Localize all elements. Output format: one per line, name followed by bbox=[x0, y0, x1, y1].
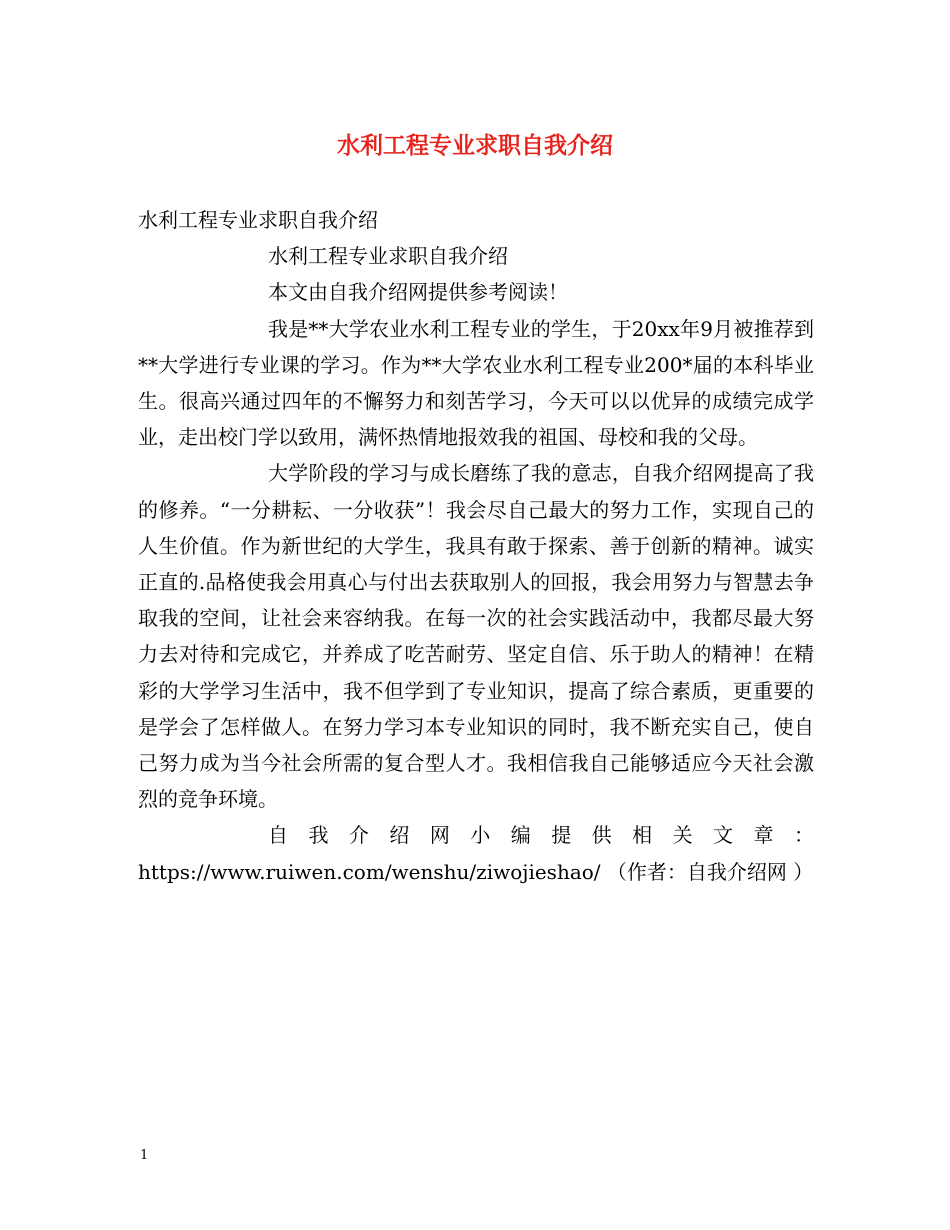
credit-link-text: https://www.ruiwen.com/wenshu/ziwojieshao/ （作者：自我介绍网 ） bbox=[138, 859, 814, 884]
document-title: 水利工程专业求职自我介绍 bbox=[337, 133, 613, 159]
source-note: 本文由自我介绍网提供参考阅读！ bbox=[268, 280, 568, 305]
subheading-line: 水利工程专业求职自我介绍 bbox=[268, 244, 508, 269]
paragraph-university-life: 大学阶段的学习与成长磨练了我的意志，自我介绍网提高了我的修养。“一分耕耘、一分收获”！我会尽自己最大的努力工作，实现自己的人生价值。作为新世纪的大学生，我具有敢于探索、善于创新的精神。诚实正直的.品格使我会用真心与付出去获取别人的回报，我会用努力与智慧去争取我的空间，让社会来容纳我。在每一次的社会实践活动中，我都尽最大努力去对待和完成它，并养成了吃苦耐劳、坚定自信、乐于助人的精神！在精彩的大学学习生活中，我不但学到了专业知识，提高了综合素质，更重要的是学会了怎样做人。在努力学习本专业知识的同时，我不断充实自己，使自己努力成为当今社会所需的复合型人才。我相信我自己能够适应今天社会激烈的竞争环境。 bbox=[138, 461, 814, 812]
document-body bbox=[138, 202, 814, 890]
credit-line: 自 我 介 绍 网 小 编 提 供 相 关 文 章 ： bbox=[268, 823, 814, 848]
credit-block bbox=[138, 817, 814, 889]
page-number: 1 bbox=[140, 1148, 149, 1163]
heading-line: 水利工程专业求职自我介绍 bbox=[138, 208, 378, 232]
paragraph-intro: 我是**大学农业水利工程专业的学生，于20xx年9月被推荐到**大学进行专业课的学习。作为**大学农业水利工程专业200*届的本科毕业生。很高兴通过四年的不懈努力和刻苦学习，今天可以以优异的成绩完成学业，走出校门学以致用，满怀热情地报效我的祖国、母校和我的父母。 bbox=[138, 316, 814, 450]
